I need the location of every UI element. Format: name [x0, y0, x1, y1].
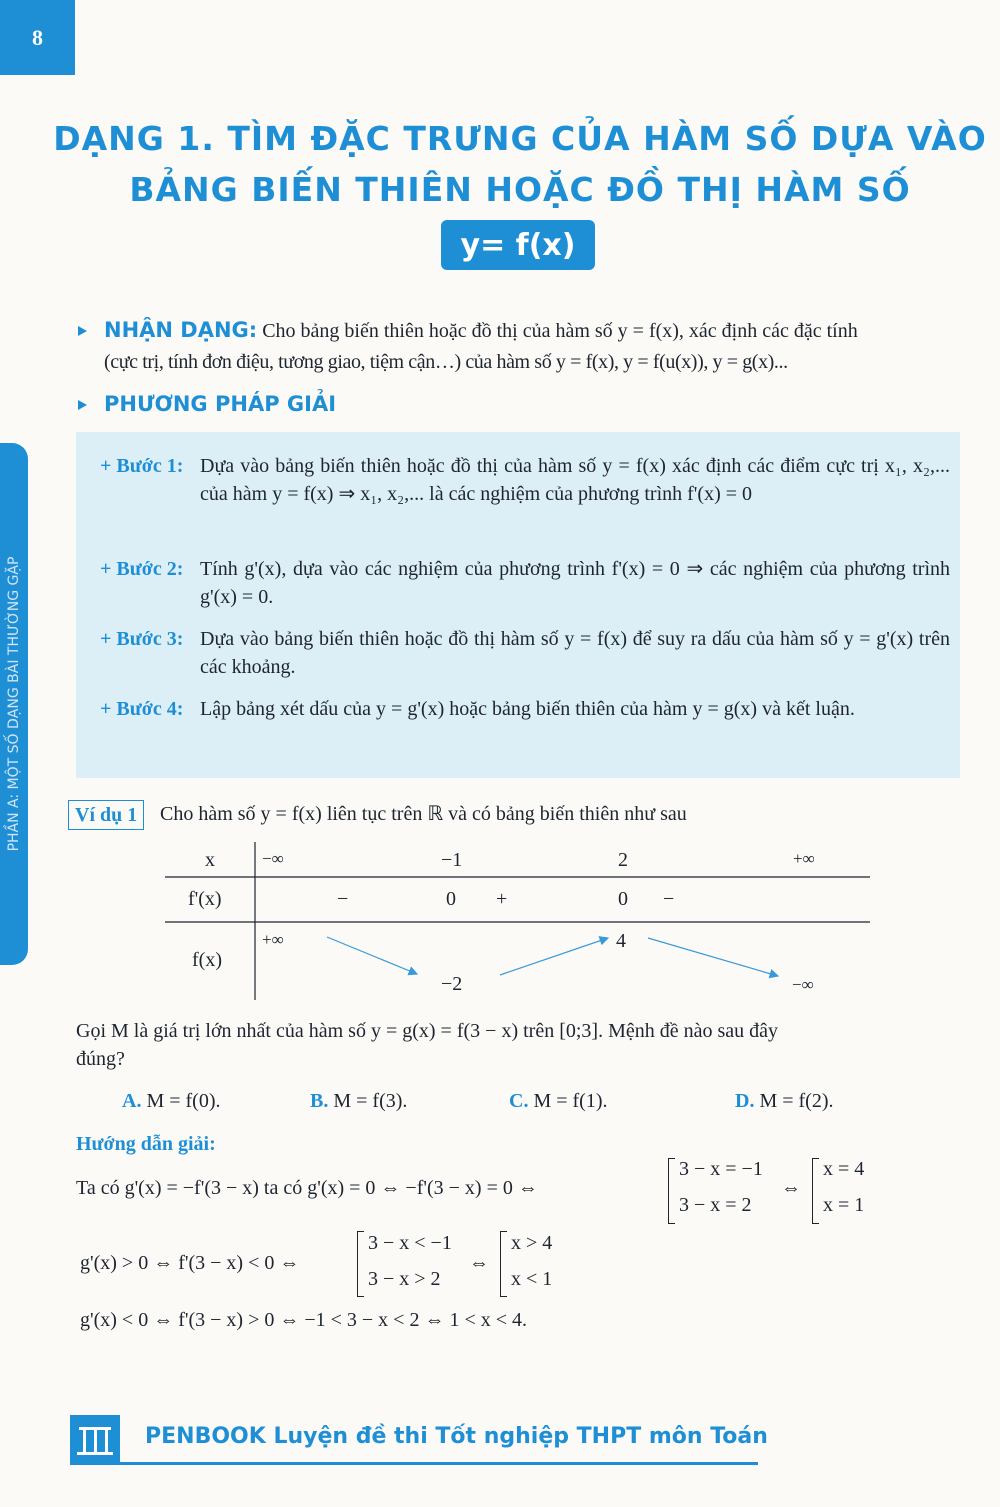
bullet-triangle-icon	[78, 326, 87, 336]
step-2	[100, 555, 950, 611]
choice-a-text: M = f(0).	[146, 1090, 221, 1112]
solution-1-case-2: 3 − x = 2	[679, 1194, 752, 1216]
x-value-neg-inf: −∞	[262, 849, 284, 868]
nhan-dang-text-1: Cho bảng biến thiên hoặc đồ thị của hàm số y = f(x), xác định các đặc tính	[262, 320, 858, 342]
phuong-phap-heading: PHƯƠNG PHÁP GIẢI	[104, 392, 337, 416]
choice-d-text: M = f(2).	[759, 1090, 834, 1112]
penbook-logo-icon	[70, 1415, 120, 1463]
sign-1: −	[337, 888, 349, 910]
solution-line-2: g'(x) > 0 ⇔ f'(3 − x) < 0 ⇔	[80, 1252, 300, 1274]
choice-c	[509, 1087, 608, 1116]
x-value-pos-inf: +∞	[793, 849, 815, 868]
table-row-f-label: f(x)	[192, 949, 222, 971]
f-value-4: 4	[616, 930, 626, 952]
f-value-neg2: −2	[441, 973, 463, 995]
title-line-1: DẠNG 1. TÌM ĐẶC TRƯNG CỦA HÀM SỐ DỰA VÀO	[53, 119, 987, 158]
sign-5: −	[663, 888, 675, 910]
choice-a	[122, 1087, 221, 1116]
bullet-triangle-icon	[78, 400, 87, 410]
title-formula: y= f(x)	[441, 220, 595, 270]
step-1	[100, 452, 950, 536]
guide-label: Hướng dẫn giải:	[76, 1133, 216, 1155]
arrow-decreasing-2	[648, 938, 778, 976]
step-3-text: Dựa vào bảng biến thiên hoặc đồ thị hàm số y = f(x) để suy ra dấu của hàm số y = g'(x) trên các khoảng.	[200, 628, 950, 678]
solution-1-case-1: 3 − x = −1	[679, 1158, 763, 1180]
question-line-1: Gọi M là giá trị lớn nhất của hàm số y = g(x) = f(3 − x) trên [0;3]. Mệnh đề nào sau đây	[76, 1020, 779, 1042]
solution-2-case-2: 3 − x > 2	[368, 1268, 441, 1290]
step-1-label: + Bước 1:	[100, 455, 184, 477]
side-section-tab	[0, 443, 28, 965]
sign-4: 0	[618, 888, 628, 910]
step-2-text: Tính g'(x), dựa vào các nghiệm của phương trình f'(x) = 0 ⇒ các nghiệm của phương trình g'(x) = 0.	[200, 558, 950, 608]
footer-text: PENBOOK Luyện đề thi Tốt nghiệp THPT môn Toán	[145, 1424, 768, 1449]
solution-2-case-1: 3 − x < −1	[368, 1232, 452, 1254]
step-4	[100, 695, 950, 751]
f-value-pos-inf: +∞	[262, 930, 284, 949]
bracket-4	[500, 1231, 507, 1297]
sign-2: 0	[446, 888, 456, 910]
table-row-x-label: x	[205, 849, 215, 871]
bracket-2	[812, 1158, 819, 1224]
footer-divider	[70, 1462, 758, 1465]
solution-2-result-2: x < 1	[511, 1268, 553, 1290]
solution-2-equiv: ⇔	[469, 1252, 489, 1274]
example-label: Ví dụ 1	[68, 800, 144, 830]
choice-b-text: M = f(3).	[333, 1090, 408, 1112]
choice-c-letter: C.	[509, 1090, 529, 1112]
f-value-neg-inf: −∞	[792, 975, 814, 994]
page-number: 8	[0, 0, 75, 75]
title-line-2: BẢNG BIẾN THIÊN HOẶC ĐỒ THỊ HÀM SỐ	[129, 170, 911, 209]
choice-b-letter: B.	[310, 1090, 329, 1112]
choice-a-letter: A.	[122, 1090, 142, 1112]
side-tab-label: PHẦN A: MỘT SỐ DẠNG BÀI THƯỜNG GẶP	[6, 556, 22, 852]
nhan-dang-line-2: (cực trị, tính đơn điệu, tương giao, tiệm cận…) của hàm số y = f(x), y = f(u(x)), y = g(x)...	[104, 351, 788, 373]
solution-2-result-1: x > 4	[511, 1232, 553, 1254]
x-value-neg1: −1	[441, 849, 463, 871]
question-line-2: đúng?	[76, 1048, 125, 1070]
arrow-decreasing-1	[327, 937, 417, 974]
choice-c-text: M = f(1).	[533, 1090, 608, 1112]
nhan-dang-label: NHẬN DẠNG:	[104, 318, 258, 342]
nhan-dang-line-1	[104, 316, 974, 346]
solution-1-equiv: ⇔	[781, 1177, 801, 1199]
step-1-text: Dựa vào bảng biến thiên hoặc đồ thị của hàm số y = f(x) xác định các điểm cực trị x₁, x₂,... của hàm y = f(x) ⇒ x₁, x₂,... là các nghiệm của phương trình f'(x) = 0	[200, 455, 950, 505]
choice-d	[735, 1087, 834, 1116]
solution-1-result-2: x = 1	[823, 1194, 865, 1216]
solution-line-1: Ta có g'(x) = −f'(3 − x) ta có g'(x) = 0 ⇔ −f'(3 − x) = 0 ⇔	[76, 1177, 538, 1199]
variation-table	[165, 842, 870, 1002]
solution-line-3: g'(x) < 0 ⇔ f'(3 − x) > 0 ⇔ −1 < 3 − x < 2 ⇔ 1 < x < 4.	[80, 1309, 528, 1331]
arrow-increasing	[500, 938, 608, 975]
x-value-2: 2	[618, 849, 628, 871]
step-3	[100, 625, 950, 681]
step-4-text: Lập bảng xét dấu của y = g'(x) hoặc bảng biến thiên của hàm y = g(x) và kết luận.	[200, 698, 855, 720]
bracket-1	[668, 1158, 675, 1224]
choice-d-letter: D.	[735, 1090, 755, 1112]
choice-b	[310, 1087, 407, 1116]
bracket-3	[357, 1231, 364, 1297]
example-intro: Cho hàm số y = f(x) liên tục trên ℝ và có bảng biến thiên như sau	[160, 803, 687, 825]
step-3-label: + Bước 3:	[100, 628, 184, 650]
step-2-label: + Bước 2:	[100, 558, 184, 580]
table-row-fprime-label: f'(x)	[188, 888, 222, 910]
step-4-label: + Bước 4:	[100, 698, 184, 720]
sign-3: +	[496, 888, 508, 910]
solution-1-result-1: x = 4	[823, 1158, 865, 1180]
